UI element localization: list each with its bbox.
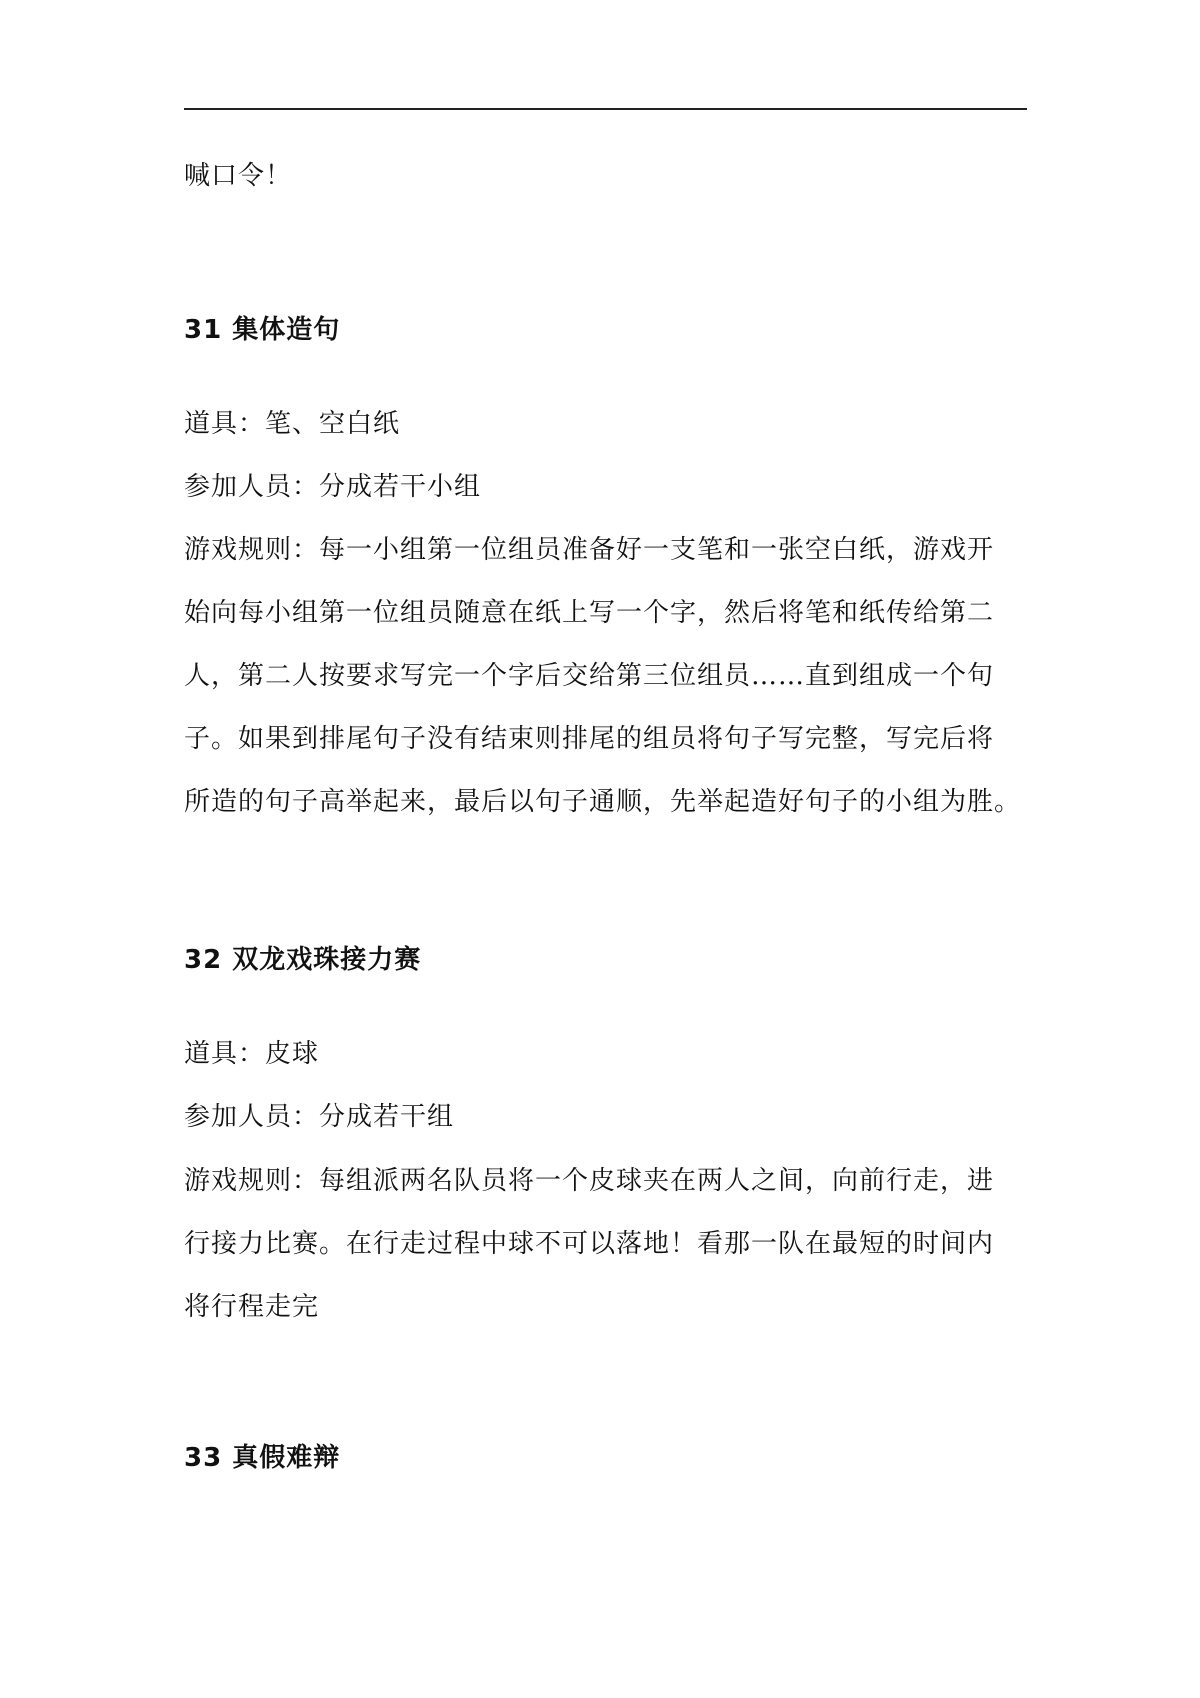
rules-line: 游戏规则：每组派两名队员将一个皮球夹在两人之间，向前行走，进	[184, 1166, 995, 1196]
rules-line: 始向每小组第一位组员随意在纸上写一个字，然后将笔和纸传给第二	[184, 598, 995, 628]
section-heading-33: 33 真假难辩	[184, 1443, 341, 1473]
header-rule	[184, 108, 1027, 110]
section-heading-32: 32 双龙戏珠接力赛	[184, 945, 422, 975]
rules-line: 子。如果到排尾句子没有结束则排尾的组员将句子写完整，写完后将	[184, 724, 995, 754]
rules-line: 将行程走完	[184, 1292, 320, 1322]
section-32-props: 道具：皮球	[184, 1039, 320, 1069]
rules-line: 所造的句子高举起来，最后以句子通顺，先举起造好句子的小组为胜。	[184, 787, 1022, 817]
rules-line: 行接力比赛。在行走过程中球不可以落地！看那一队在最短的时间内	[184, 1229, 995, 1259]
continuation-text: 喊口令！	[184, 161, 293, 191]
section-32-rules	[184, 1150, 1027, 1339]
section-32-participants: 参加人员：分成若干组	[184, 1102, 455, 1132]
section-31-props: 道具：笔、空白纸	[184, 409, 401, 439]
section-31-participants: 参加人员：分成若干小组	[184, 472, 482, 502]
rules-line: 游戏规则：每一小组第一位组员准备好一支笔和一张空白纸，游戏开	[184, 535, 995, 565]
section-31-rules	[184, 519, 1027, 834]
section-heading-31: 31 集体造句	[184, 315, 341, 345]
rules-line: 人，第二人按要求写完一个字后交给第三位组员……直到组成一个句	[184, 661, 995, 691]
